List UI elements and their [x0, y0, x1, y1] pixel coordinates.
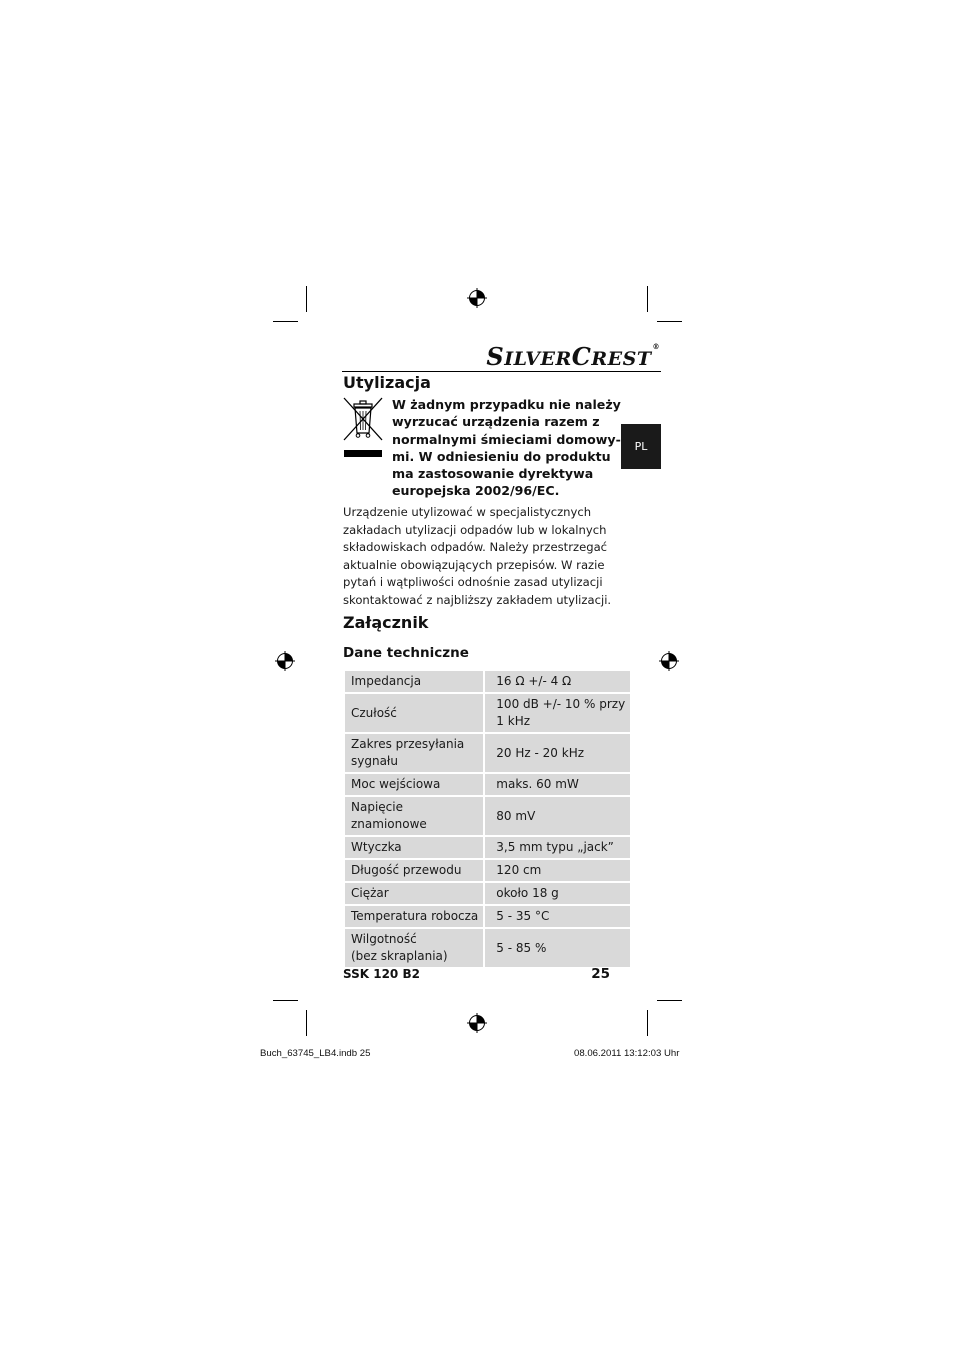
table-row: Wilgotność (bez skraplania) 5 - 85 % — [344, 928, 631, 968]
brand-logo: SILVERCREST® — [486, 342, 660, 371]
registration-mark-icon — [467, 1013, 487, 1033]
registration-mark-icon — [659, 651, 679, 671]
print-slug-timestamp: 08.06.2011 13:12:03 Uhr — [574, 1048, 680, 1059]
crop-mark — [273, 1000, 298, 1001]
print-slug-file: Buch_63745_LB4.indb 25 — [260, 1048, 371, 1059]
crop-mark — [306, 286, 307, 312]
table-row: Temperatura robocza 5 - 35 °C — [344, 905, 631, 928]
section-title-disposal: Utylizacja — [343, 373, 431, 392]
footer-model-number: SSK 120 B2 — [343, 967, 420, 981]
crop-mark — [273, 321, 298, 322]
crop-mark — [647, 286, 648, 312]
disposal-paragraph: Urządzenie utylizować w specjalistycznych zakładach utylizacji odpadów lub w lokalnych składowiskach odpadów. Należy przestrzegać aktualnie obowiązujących przepisów. W razie pytań i wątpliwości odnośnie zasad utylizacji skontaktować z najbliższy zakładem utylizacji. — [343, 505, 612, 607]
registration-mark-icon — [467, 288, 487, 308]
crop-mark — [306, 1010, 307, 1036]
table-row: Zakres przesyłania sygnału 20 Hz - 20 kHz — [344, 733, 631, 773]
table-row: Ciężar około 18 g — [344, 882, 631, 905]
crop-mark — [657, 1000, 682, 1001]
specs-table — [343, 669, 632, 969]
language-tab: PL — [621, 424, 661, 469]
table-row: Wtyczka 3,5 mm typu „jack” — [344, 836, 631, 859]
table-row: Moc wejściowa maks. 60 mW — [344, 773, 631, 796]
registration-mark-icon — [275, 651, 295, 671]
crop-mark — [657, 321, 682, 322]
section-title-appendix: Załącznik — [343, 613, 429, 632]
header-rule — [342, 371, 661, 372]
crop-mark — [647, 1010, 648, 1036]
table-row: Czułość 100 dB +/- 10 % przy 1 kHz — [344, 693, 631, 733]
table-row: Napięcie znamionowe 80 mV — [344, 796, 631, 836]
page-number: 25 — [591, 966, 610, 982]
disposal-warning: W żadnym przypadku nie należy wyrzucać urządzenia razem z normalnymi śmieciami domowy- mi. W odniesieniu do produktu ma zastosowanie dyrektywa europejska 2002/96/EC. — [392, 397, 621, 499]
crossed-out-bin-icon — [342, 397, 384, 460]
subsection-title-specs: Dane techniczne — [343, 645, 469, 661]
table-row: Długość przewodu 120 cm — [344, 859, 631, 882]
table-row: Impedancja 16 Ω +/- 4 Ω — [344, 670, 631, 693]
